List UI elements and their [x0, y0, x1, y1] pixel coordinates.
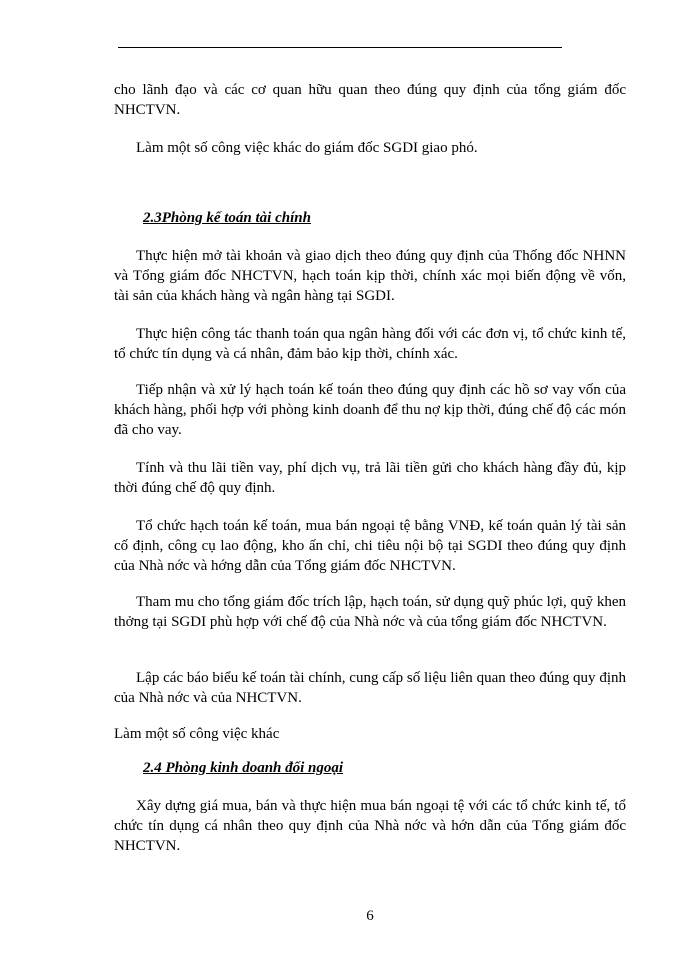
section-heading-2-4: 2.4 Phòng kinh doanh đối ngoại [143, 760, 344, 776]
paragraph-10: Làm một số công việc khác [114, 726, 280, 742]
section-heading-2-3: 2.3Phòng kế toán tài chính [143, 210, 311, 226]
page-number: 6 [366, 908, 374, 924]
paragraph-6: Tính và thu lãi tiền vay, phí dịch vụ, trả lãi tiền gửi cho khách hàng đầy đủ, kịp thời đúng chế độ quy định. [114, 460, 626, 496]
header-rule [118, 47, 562, 48]
paragraph-2: Làm một số công việc khác do giám đốc SGDI giao phó. [136, 140, 478, 156]
paragraph-3: Thực hiện mở tài khoản và giao dịch theo đúng quy định của Thống đốc NHNN và Tổng giám đốc NHCTVN, hạch toán kịp thời, chính xác mọi biến động về vốn, tài sản của khách hàng và ngân hàng tại SGDI. [114, 248, 626, 304]
paragraph-8: Tham mu cho tổng giám đốc trích lập, hạch toán, sử dụng quỹ phúc lợi, quỹ khen thởng tại SGDI phù hợp với chế độ của Nhà nớc và của tổng giám đốc NHCTVN. [114, 594, 626, 630]
paragraph-4: Thực hiện công tác thanh toán qua ngân hàng đối với các đơn vị, tổ chức kinh tế, tổ chức tín dụng và cá nhân, đảm bảo kịp thời, chính xác. [114, 326, 626, 362]
paragraph-9: Lập các báo biểu kế toán tài chính, cung cấp số liệu liên quan theo đúng quy định của Nhà nớc và của NHCTVN. [114, 670, 626, 706]
paragraph-1: cho lãnh đạo và các cơ quan hữu quan theo đúng quy định của tổng giám đốc NHCTVN. [114, 82, 626, 118]
paragraph-11: Xây dựng giá mua, bán và thực hiện mua bán ngoại tệ với các tổ chức kinh tế, tổ chức tín dụng cá nhân theo quy định của Nhà nớc và hớn dẫn của Tổng giám đốc NHCTVN. [114, 798, 626, 854]
paragraph-5: Tiếp nhận và xử lý hạch toán kế toán theo đúng quy định các hồ sơ vay vốn của khách hàng, phối hợp với phòng kinh doanh để thu nợ kịp thời, đúng chế độ các món đã cho vay. [114, 382, 626, 438]
paragraph-7: Tổ chức hạch toán kế toán, mua bán ngoại tệ bằng VNĐ, kế toán quản lý tài sản cố định, công cụ lao động, kho ấn chỉ, chi tiêu nội bộ tại SGDI theo đúng quy định của Nhà nớc và hớng dẫn của Tổng giám đốc NHCTVN. [114, 518, 626, 574]
